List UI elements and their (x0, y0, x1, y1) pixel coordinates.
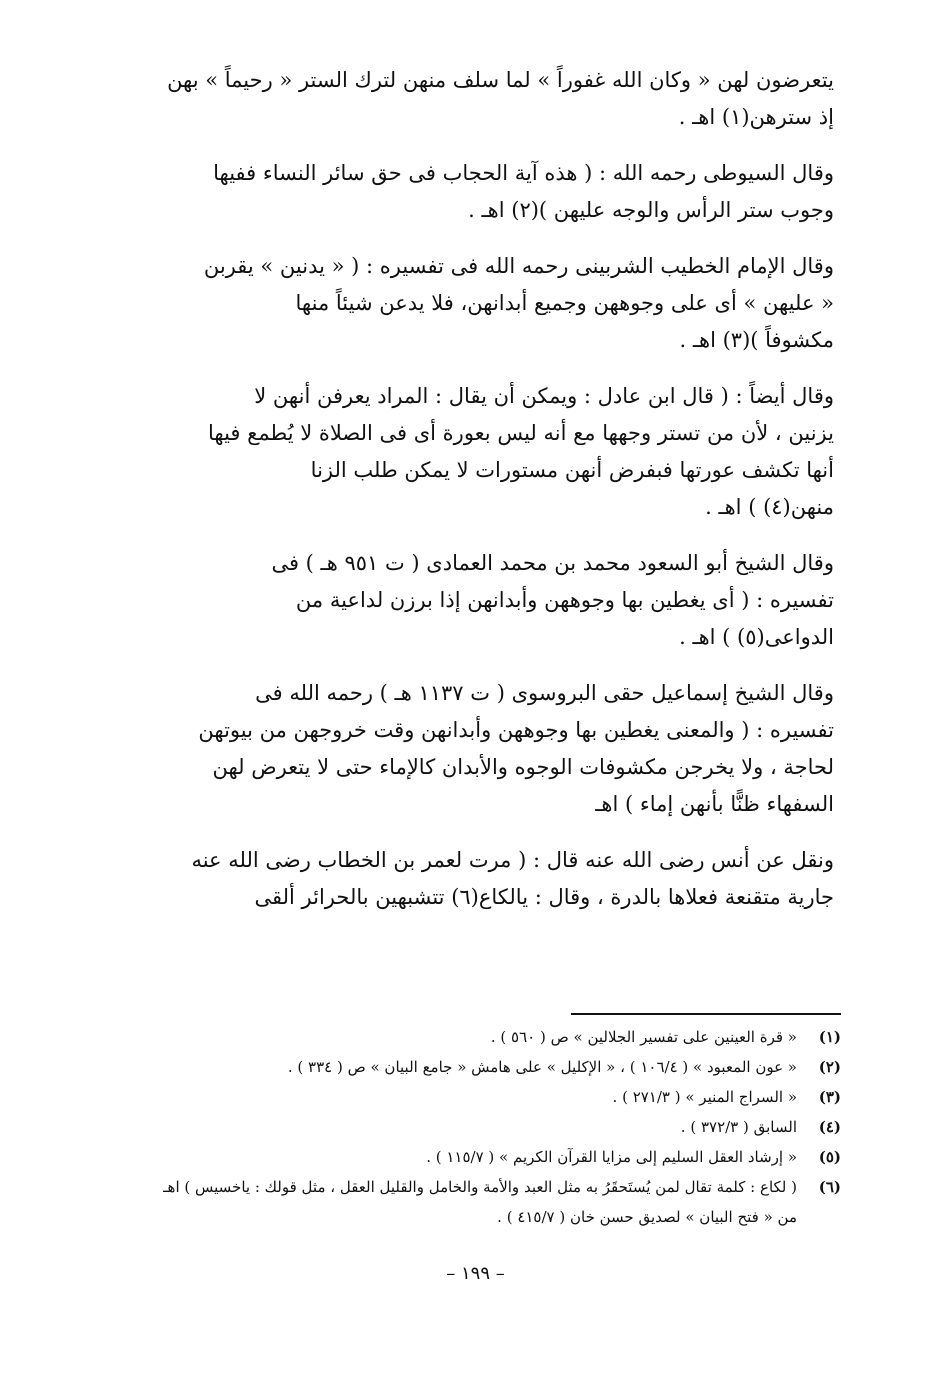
text-line: الدواعى(٥) ) اهـ . (679, 625, 834, 649)
footnote-5 (158, 1142, 841, 1172)
text-line: منهن(٤) ) اهـ . (705, 495, 834, 519)
text-line: أنها تكشف عورتها فبفرض أنهن مستورات لا يمكن طلب الزنا (310, 458, 834, 482)
paragraph-5 (158, 545, 834, 656)
footnotes (158, 1022, 841, 1232)
footnote-text: « عون المعبود » ( ١٠٦/٤ ) ، « الإكليل » على هامش « جامع البيان » ص ( ٣٣٤ ) . (287, 1058, 797, 1076)
footnote-text: « إرشاد العقل السليم إلى مزايا القرآن الكريم » ( ١١٥/٧ ) . (426, 1148, 797, 1166)
footnote-number: (٦) (818, 1178, 841, 1196)
footnote-number: (٣) (818, 1088, 841, 1106)
text-line: ونقل عن أنس رضى الله عنه قال : ( مرت لعمر بن الخطاب رضى الله عنه (191, 848, 834, 872)
footnote-text: السابق ( ٣٧٢/٣ ) . (680, 1118, 797, 1136)
footnote-text: « قرة العينين على تفسير الجلالين » ص ( ٥٦٠ ) . (490, 1028, 797, 1046)
footnote-number: (٢) (818, 1058, 841, 1076)
footnote-number: (١) (818, 1028, 841, 1046)
footnote-2 (158, 1052, 841, 1082)
footnote-divider (571, 1013, 841, 1015)
page-number: – ١٩٩ – (446, 1263, 505, 1284)
paragraph-4 (158, 378, 834, 526)
text-line: وجوب ستر الرأس والوجه عليهن )(٢) اهـ . (468, 198, 834, 222)
paragraph-6 (158, 675, 834, 823)
text-line: يتعرضون لهن « وكان الله غفوراً » لما سلف منهن لترك الستر « رحيماً » بهن (167, 68, 834, 92)
paragraph-3 (158, 248, 834, 359)
text-line: وقال الشيخ أبو السعود محمد بن محمد العمادى ( ت ٩٥١ هـ ) فى (271, 551, 834, 575)
paragraph-2 (158, 155, 834, 229)
footnote-text: ( لكاع : كلمة تقال لمن يُستَحقَرُ به مثل العبد والأمة والخامل والقليل العقل ، مثل قولك : ياخسيس ) اهـ من « فتح البيان » لصديق حسن خان ( ٤١٥/٧ ) . (163, 1178, 797, 1226)
text-line: يزنين ، لأن من تستر وجهها مع أنه ليس بعورة أى فى الصلاة لا يُطمع فيها (208, 421, 834, 445)
text-line: وقال الشيخ إسماعيل حقى البروسوى ( ت ١١٣٧ هـ ) رحمه الله فى (255, 681, 834, 705)
text-line: وقال الإمام الخطيب الشربينى رحمه الله فى تفسيره : ( « يدنين » يقربن (203, 254, 834, 278)
text-line: إذ سترهن(١) اهـ . (678, 105, 834, 129)
text-line: لحاجة ، ولا يخرجن مكشوفات الوجوه والأبدان كالإماء حتى لا يتعرض لهن (212, 755, 834, 779)
text-line: وقال أيضاً : ( قال ابن عادل : ويمكن أن يقال : المراد يعرفن أنهن لا (254, 384, 834, 408)
text-line: وقال السيوطى رحمه الله : ( هذه آية الحجاب فى حق سائر النساء ففيها (213, 161, 834, 185)
footnote-3 (158, 1082, 841, 1112)
text-line: تفسيره : ( أى يغطين بها وجوههن وأبدانهن إذا برزن لداعية من (295, 588, 834, 612)
main-text (158, 62, 834, 935)
footnote-1 (158, 1022, 841, 1052)
footnote-number: (٤) (818, 1118, 841, 1136)
footnote-text: « السراج المنير » ( ٢٧١/٣ ) . (612, 1088, 797, 1106)
text-line: مكشوفاً )(٣) اهـ . (679, 328, 834, 352)
text-line: « عليهن » أى على وجوههن وجميع أبدانهن، فلا يدعن شيئاً منها (295, 291, 834, 315)
text-line: تفسيره : ( والمعنى يغطين بها وجوههن وأبدانهن وقت خروجهن من بيوتهن (198, 718, 834, 742)
footnote-6 (158, 1172, 841, 1232)
footnote-4 (158, 1112, 841, 1142)
paragraph-7 (158, 842, 834, 916)
paragraph-1 (158, 62, 834, 136)
footnote-number: (٥) (818, 1148, 841, 1166)
text-line: جارية متقنعة فعلاها بالدرة ، وقال : يالكاع(٦) تتشبهين بالحرائر ألقى (254, 885, 834, 909)
text-line: السفهاء ظنًّا بأنهن إماء ) اهـ (595, 792, 834, 816)
